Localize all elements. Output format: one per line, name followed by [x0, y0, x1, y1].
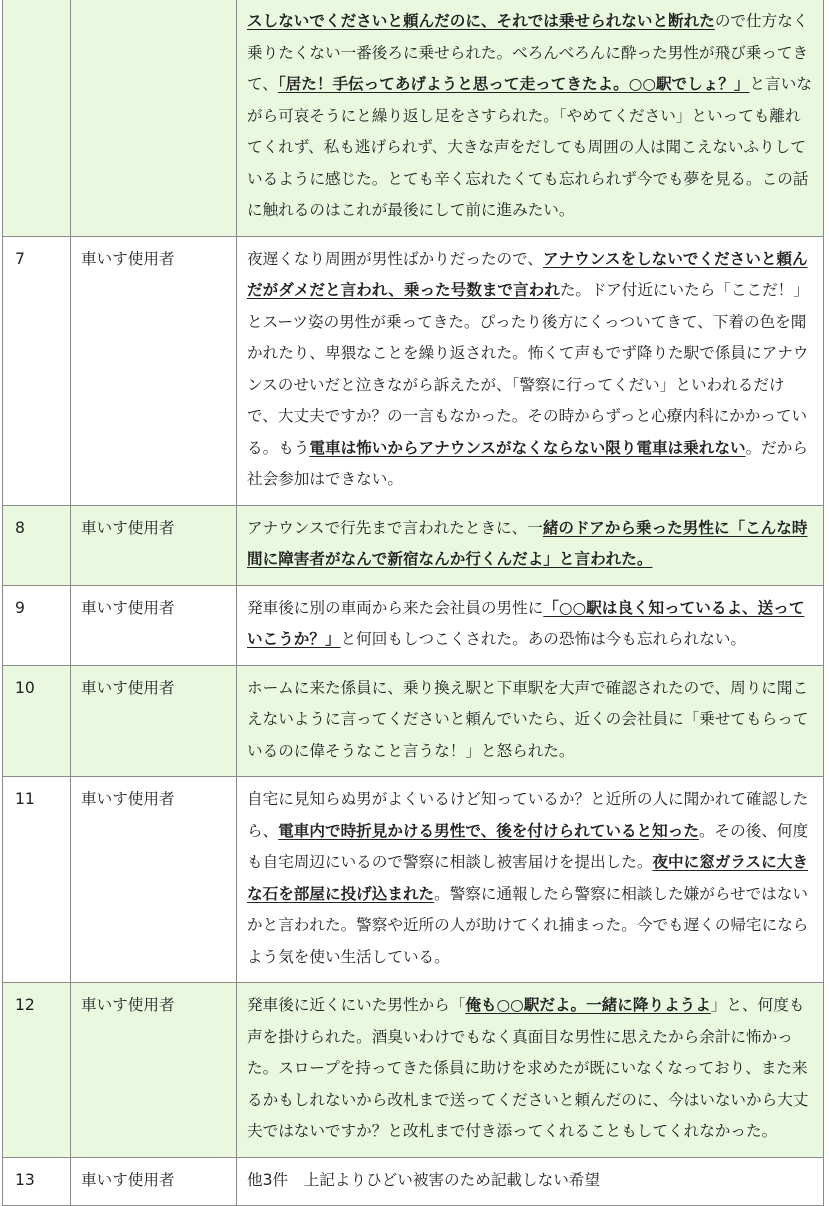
table-row — [3, 983, 824, 1158]
row-number: 10 — [3, 665, 71, 777]
emphasized-quote: 俺も○○駅だよ。一緒に降りようよ — [465, 996, 711, 1014]
description-text: 。警察に通報したら警察に相談した嫌がらせではないかと言われた。警察や近所の人が助けてくれ捕まった。今でも遅くの帰宅にならよう気を使い生活している。 — [247, 884, 809, 966]
emphasized-quote: 電車は怖いからアナウンスがなくならない限り電車は乗れない — [309, 438, 746, 457]
emphasized-quote: 緒のドアから乗った男性に「こんな時間に障害者がなんで新宿なんか行くんだよ」と言われた。 — [247, 518, 808, 568]
table-row — [3, 777, 824, 983]
description-text: 発車後に別の車両から来た会社員の男性に — [247, 598, 544, 617]
emphasized-quote: スしないでくださいと頼んだのに、それでは乗せられないと断れた — [247, 12, 715, 30]
description-text: ので仕方なく乗りたくない一番後ろに乗せられた。べろんべろんに酔った男性が飛び乗ってきて、 — [247, 12, 809, 93]
user-type: 車いす使用者 — [71, 585, 237, 665]
emphasized-quote: 「居た！手伝ってあげようと思って走ってきたよ。○○駅でしょ？」 — [277, 75, 750, 93]
incident-description — [237, 983, 824, 1158]
description-text: 。その後、何度も自宅周辺にいるので警察に相談し被害届けを提出した。 — [247, 821, 809, 871]
table-row — [3, 236, 824, 505]
incident-table-body — [3, 0, 824, 1206]
description-text: と言いながら可哀そうにと繰り返し足をさすられた。「やめてください」といっても離れてくれず、私も逃げられず、大きな声をだしても周囲の人は聞こえないふりしているように感じた。とても辛く忘れたくても忘れられず今でも夢を見る。この話に触れるのはこれが最後にして前に進みたい。 — [247, 75, 812, 219]
incident-description — [237, 1157, 824, 1206]
table-row — [3, 585, 824, 665]
incident-description — [237, 585, 824, 665]
user-type: 車いす使用者 — [71, 665, 237, 777]
incident-description — [237, 777, 824, 983]
user-type: 車いす使用者 — [71, 236, 237, 505]
emphasized-quote: 夜中に窓ガラスに大きな石を部屋に投げ込まれた — [247, 853, 808, 903]
user-type — [71, 0, 237, 236]
table-row — [3, 1157, 824, 1206]
row-number: 8 — [3, 505, 71, 585]
row-number: 9 — [3, 585, 71, 665]
table-row — [3, 505, 824, 585]
description-text: 他3件 上記よりひどい被害のため記載しない希望 — [247, 1170, 600, 1189]
table-row — [3, 665, 824, 777]
user-type: 車いす使用者 — [71, 1157, 237, 1206]
emphasized-quote: アナウンスをしないでくださいと頼んだがダメだと言われ、乗った号数まで言われ — [247, 249, 808, 299]
user-type: 車いす使用者 — [71, 983, 237, 1158]
row-number: 13 — [3, 1157, 71, 1206]
row-number: 12 — [3, 983, 71, 1158]
description-text: 夜遅くなり周囲が男性ばかりだったので、 — [247, 249, 543, 268]
description-text: 発車後に近くにいた男性から「 — [247, 996, 466, 1014]
incident-description — [237, 505, 824, 585]
description-text: 自宅に見知らぬ男がよくいるけど知っているか？と近所の人に聞かれて確認したら、 — [247, 790, 809, 840]
description-text: 。だから社会参加はできない。 — [247, 438, 808, 488]
description-text: た。ドア付近にいたら「ここだ！」とスーツ姿の男性が乗ってきた。ぴったり後方にくっついてきて、下着の色を聞かれたり、卑猥なことを繰り返された。怖くて声もでず降りた駅で係員にアナウンスのせいだと泣きながら訴えたが、「警察に行ってくだい」といわれるだけで、大丈夫ですか？の一言もなかった。その時からずっと心療内科にかかっている。もう — [247, 281, 809, 457]
description-text: ホームに来た係員に、乗り換え駅と下車駅を大声で確認されたので、周りに聞こえないように言ってくださいと頼んでいたら、近くの会社員に「乗せてもらっているのに偉そうなこと言うな！」と怒られた。 — [247, 678, 809, 760]
description-text: と何回もしつこくされた。あの恐怖は今も忘れられない。 — [340, 630, 747, 648]
incident-description — [237, 0, 824, 236]
incident-description — [237, 236, 824, 505]
incident-description — [237, 665, 824, 777]
user-type: 車いす使用者 — [71, 777, 237, 983]
table-row — [3, 0, 824, 236]
emphasized-quote: 「○○駅は良く知っているよ、送っていこうか？」 — [247, 598, 805, 648]
row-number: 11 — [3, 777, 71, 983]
incident-table — [2, 0, 824, 1206]
description-text: 」と、何度も声を掛けられた。酒臭いわけでもなく真面目な男性に思えたから余計に怖かった。スロープを持ってきた係員に助けを求めたが既にいなくなっており、また来るかもしれないから改札まで送ってくださいと頼んだのに、今はいないから大丈夫ではないですか？と改札まで付き添ってくれることもしてくれなかった。 — [247, 996, 809, 1140]
user-type: 車いす使用者 — [71, 505, 237, 585]
row-number: 7 — [3, 236, 71, 505]
description-text: アナウンスで行先まで言われたときに、一 — [247, 518, 543, 537]
row-number — [3, 0, 71, 236]
emphasized-quote: 電車内で時折見かける男性で、後を付けられていると知った — [278, 821, 699, 840]
